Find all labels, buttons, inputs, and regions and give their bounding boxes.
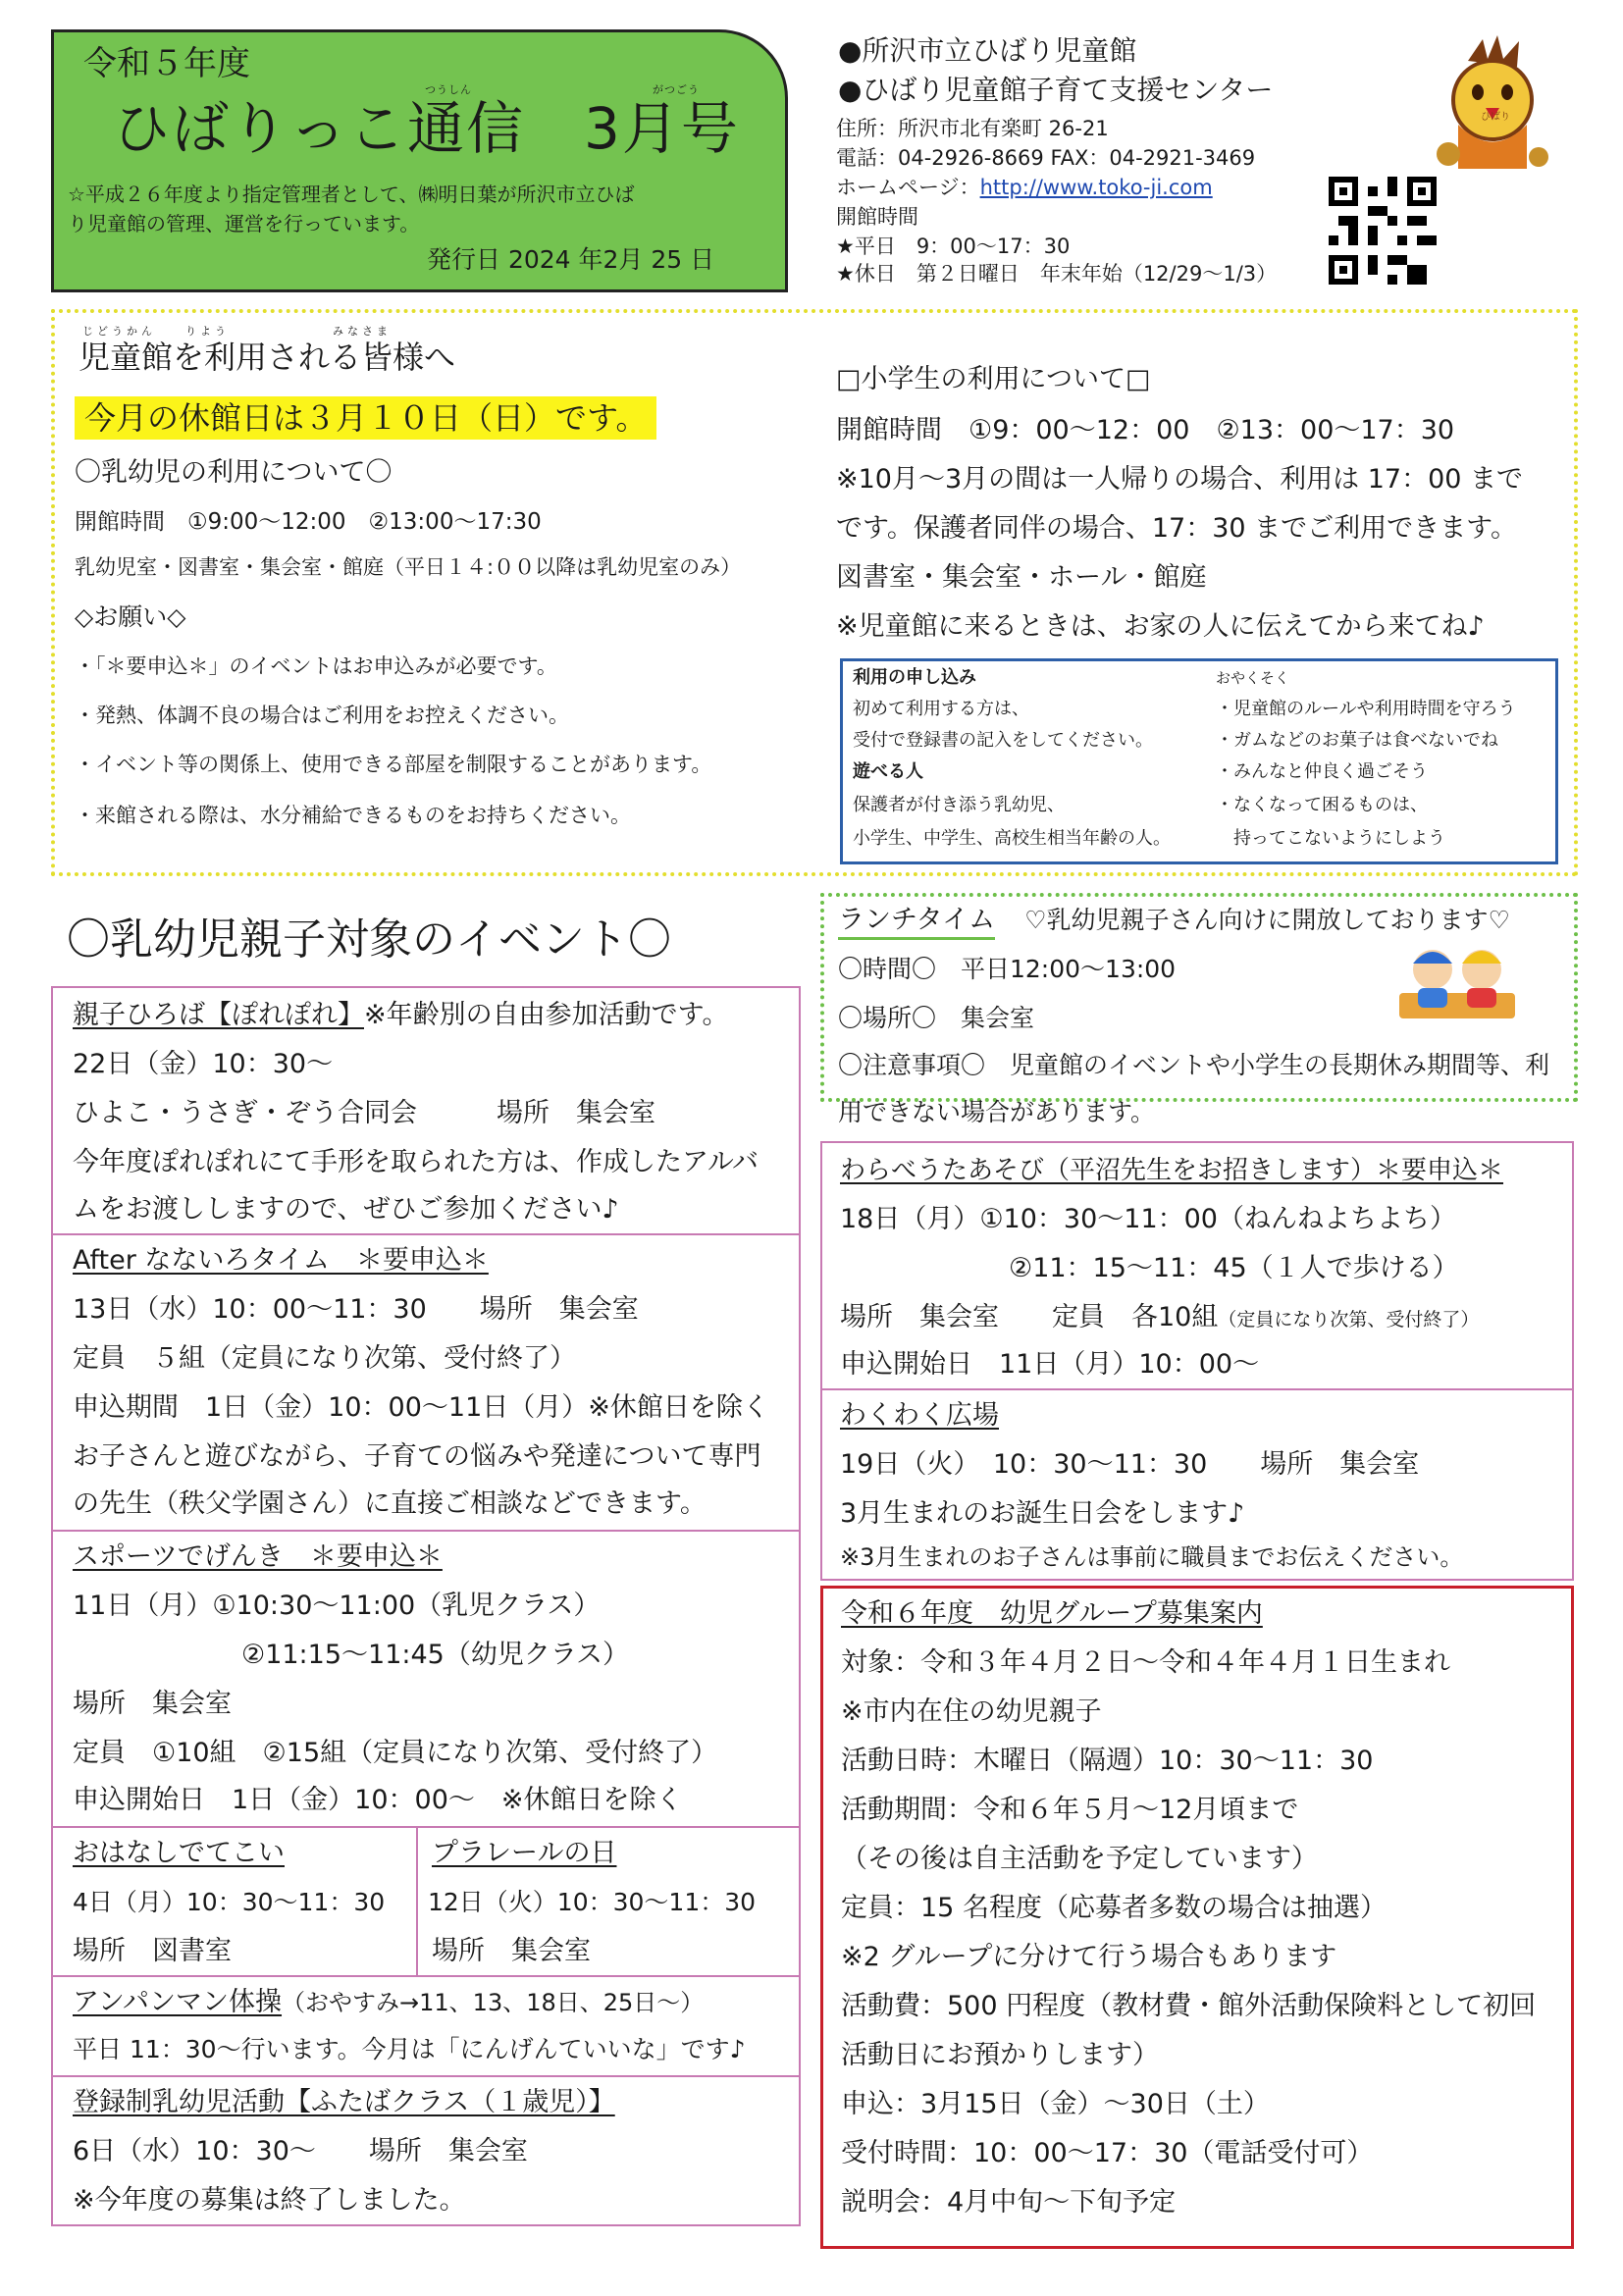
event-wakuwaku-title: わくわく広場 [840, 1400, 999, 1431]
event-futaba [51, 2075, 801, 2226]
event-ohanashi-line: 4日（月）10：30～11：30 [73, 1888, 386, 1916]
infant-rooms: 乳幼児室・図書室・集会室・館庭（平日１４:００以降は乳幼児室のみ） [75, 555, 742, 579]
student-note-1: ※10月～3月の間は一人帰りの場合、利用は 17：00 まで [836, 464, 1524, 495]
event-after-line: 13日（水）10：00～11：30 場所 集会室 [73, 1294, 639, 1325]
student-note-3: ※児童館に来るときは、お家の人に伝えてから来てね♪ [836, 611, 1485, 642]
promise-heading: おやくそく [1216, 669, 1290, 687]
ruby-gatsugo: がつごう [653, 83, 700, 96]
events-heading: 〇乳幼児親子対象のイベント〇 [67, 914, 671, 965]
recruit-line: 活動費：500 円程度（教材費・館外活動保険料として初回 [841, 1991, 1537, 2021]
event-warabe-capacity-note: （定員になり次第、受付終了） [1218, 1309, 1480, 1331]
event-plarail-line: 12日（火）10：30～11：30 [428, 1888, 757, 1916]
recruit-line: 活動日にお預かりします） [841, 2040, 1159, 2070]
notice-section [51, 309, 1578, 876]
event-sports-line: ②11:15～11:45（幼児クラス） [241, 1640, 630, 1670]
request-item: ・「＊要申込＊」のイベントはお申込みが必要です。 [75, 654, 557, 678]
event-futaba-line: 6日（水）10：30～ 場所 集会室 [73, 2136, 528, 2166]
qr-code-icon[interactable] [1329, 177, 1437, 285]
request-heading: ◇お願い◇ [75, 602, 186, 631]
lunch-line: 〇注意事項〇 児童館のイベントや小学生の長期休み期間等、利 [838, 1051, 1550, 1079]
event-after-line: 定員 ５組（定員になり次第、受付終了） [73, 1343, 576, 1374]
kids-eating-icon [1393, 934, 1521, 1022]
recruit-section [820, 1586, 1574, 2249]
promise-item: ・なくなって困るものは、 [1216, 795, 1428, 815]
event-perepere-header [73, 996, 728, 1035]
event-perepere-line: 22日（金）10：30～ [73, 1049, 334, 1079]
event-futaba-title: 登録制乳幼児活動【ふたばクラス（１歳児）】 [73, 2087, 615, 2117]
event-after-line: 申込期間 1日（金）10：00～11日（月）※休館日を除く [73, 1392, 769, 1423]
event-sports-title: スポーツでげんき ＊要申込＊ [73, 1541, 443, 1572]
event-perepere-title-note: ※年齢別の自由参加活動です。 [364, 1000, 729, 1030]
event-warabe [820, 1141, 1574, 1390]
homepage-label: ホームページ： [836, 176, 980, 199]
facility-info [820, 29, 1562, 287]
notice-heading: 児童館を利用される皆様へ [79, 339, 456, 376]
recruit-line: （その後は自主活動を予定しています） [841, 1844, 1318, 1874]
event-plarail-line: 場所 集会室 [432, 1936, 591, 1966]
recruit-line: 申込：3月15日（金）～30日（土） [841, 2089, 1270, 2119]
event-warabe-line: ②11：15～11：45（１人で歩ける） [1009, 1253, 1459, 1283]
promise-item: ・ガムなどのお菓子は食べないでね [1216, 730, 1498, 751]
event-sports-line: 申込開始日 1日（金）10：00～ ※休館日を除く [73, 1785, 683, 1815]
ruby-notice: じどうかん りよう みなさま [82, 325, 392, 338]
event-perepere-line: 今年度ぽれぽれにて手形を取られた方は、作成したアルバ [73, 1147, 759, 1177]
closed-day: 今月の休館日は３月１０日（日）です。 [75, 396, 656, 440]
event-anpanman [51, 1975, 801, 2077]
event-futaba-line: ※今年度の募集は終了しました。 [73, 2185, 466, 2216]
facility-address: 住所：所沢市北有楽町 26-21 [836, 117, 1109, 140]
event-warabe-title: わらべうたあそび（平沼先生をお招きします）＊要申込＊ [840, 1156, 1504, 1185]
event-warabe-capacity: 場所 集会室 定員 各10組 [840, 1302, 1219, 1332]
newsletter-header [51, 29, 788, 292]
recruit-line: ※市内在住の幼児親子 [841, 1696, 1102, 1727]
event-wakuwaku-line: ※3月生まれのお子さんは事前に職員までお伝えください。 [840, 1543, 1464, 1571]
event-anpanman-title: アンパンマン体操 [73, 1987, 283, 2017]
issue-date: 発行日 2024 年2月 25 日 [427, 245, 715, 274]
event-plarail [416, 1826, 801, 1977]
event-sports-line: 場所 集会室 [73, 1689, 232, 1719]
mascot-bird-icon [1429, 31, 1556, 179]
lunch-line: 用できない場合があります。 [838, 1098, 1156, 1126]
event-perepere-line: ムをお渡ししますので、ぜひご参加ください♪ [73, 1194, 619, 1225]
student-hours: 開館時間 ①9：00～12：00 ②13：00～17：30 [836, 415, 1455, 445]
event-anpanman-line: 平日 11：30～行います。今月は「にんげんていいな」です♪ [73, 2035, 746, 2063]
homepage-link[interactable]: http://www.toko-ji.com [979, 176, 1213, 199]
newsletter-title: ひばりっこ通信 3月号 [113, 95, 740, 162]
homepage [836, 173, 1213, 202]
lunch-line: 〇時間〇 平日12:00～13:00 [838, 955, 1177, 983]
student-heading: □小学生の利用について□ [836, 364, 1151, 394]
rules-apply-line: 受付で登録書の記入をしてください。 [853, 730, 1153, 751]
student-rooms: 図書室・集会室・ホール・館庭 [836, 562, 1207, 593]
mascot-label: ひばり [1481, 112, 1510, 123]
operator-note-2: り児童館の管理、運営を行っています。 [68, 212, 420, 235]
promise-item: ・みんなと仲良く過ごそう [1216, 761, 1428, 782]
lunch-title: ランチタイム [838, 905, 995, 940]
rules-apply-heading: 利用の申し込み [853, 667, 976, 688]
holiday-info: ★休日 第２日曜日 年末年始（12/29～1/3） [836, 262, 1278, 286]
rules-who-heading: 遊べる人 [853, 761, 923, 782]
rules-apply-line: 初めて利用する方は、 [853, 699, 1029, 719]
weekday-hours: ★平日 9：00～17：30 [836, 235, 1071, 258]
event-perepere-line: ひよこ・うさぎ・ぞう合同会 場所 集会室 [73, 1098, 655, 1128]
lunch-line: 〇場所〇 集会室 [838, 1004, 1035, 1032]
request-item: ・来館される際は、水分補給できるものをお持ちください。 [75, 804, 631, 827]
event-perepere-title: 親子ひろば【ぽれぽれ】 [73, 1000, 364, 1030]
event-ohanashi-line: 場所 図書室 [73, 1936, 232, 1966]
operator-note-1: ☆平成２６年度より指定管理者として、㈱明日葉が所沢市立ひば [68, 183, 635, 206]
request-item: ・発熱、体調不良の場合はご利用をお控えください。 [75, 704, 569, 727]
event-wakuwaku [820, 1388, 1574, 1581]
facility-name-1: ●所沢市立ひばり児童館 [838, 34, 1137, 67]
recruit-line: 対象：令和３年４月２日～令和４年４月１日生まれ [841, 1647, 1450, 1678]
rules-who-line: 小学生、中学生、高校生相当年齢の人。 [853, 828, 1171, 849]
lunch-subtitle: ♡乳幼児親子さん向けに開放しております♡ [1024, 906, 1510, 934]
promise-item: ・児童館のルールや利用時間を守ろう [1216, 699, 1516, 719]
event-after-title: After なないろタイム ＊要申込＊ [73, 1245, 489, 1276]
event-sports-line: 定員 ①10組 ②15組（定員になり次第、受付終了） [73, 1738, 718, 1768]
hours-label: 開館時間 [836, 205, 918, 229]
lunch-section [820, 893, 1578, 1126]
event-wakuwaku-line: 3月生まれのお誕生日会をします♪ [840, 1498, 1245, 1529]
recruit-line: ※2 グループに分けて行う場合もあります [841, 1942, 1337, 1972]
recruit-line: 定員：15 名程度（応募者多数の場合は抽選） [841, 1893, 1387, 1923]
recruit-title: 令和６年度 幼児グループ募集案内 [841, 1598, 1263, 1629]
rules-box [840, 658, 1558, 864]
event-sports-line: 11日（月）①10:30～11:00（乳児クラス） [73, 1591, 601, 1621]
recruit-line: 受付時間：10：00～17：30（電話受付可） [841, 2138, 1374, 2168]
rules-who-line: 保護者が付き添う乳幼児、 [853, 795, 1065, 815]
recruit-line: 活動日時：木曜日（隔週）10：30～11：30 [841, 1746, 1374, 1776]
event-ohanashi-title: おはなしでてこい [73, 1838, 285, 1868]
event-wakuwaku-line: 19日（火） 10：30～11：30 場所 集会室 [840, 1449, 1420, 1480]
event-plarail-title: プラレールの日 [432, 1838, 617, 1868]
event-anpanman-title-note: （おやすみ→11、13、18日、25日～） [282, 1989, 705, 2016]
event-sports [51, 1530, 801, 1828]
event-warabe-line: 18日（月）①10：30～11：00（ねんねよちよち） [840, 1204, 1456, 1234]
fiscal-year: 令和５年度 [83, 44, 250, 83]
infant-heading: 〇乳幼児の利用について〇 [75, 457, 393, 488]
student-note-2: です。保護者同伴の場合、17：30 までご利用できます。 [836, 513, 1517, 544]
ruby-tsushin: つうしん [425, 83, 472, 96]
recruit-line: 活動期間：令和６年５月～12月頃まで [841, 1795, 1299, 1825]
request-item: ・イベント等の関係上、使用できる部屋を制限することがあります。 [75, 753, 712, 776]
promise-item: 持ってこないようにしよう [1216, 828, 1445, 849]
event-after-line: の先生（秩父学園さん）に直接ご相談などできます。 [73, 1488, 707, 1519]
event-warabe-line-3 [840, 1298, 1479, 1339]
facility-name-2: ●ひばり児童館子育て支援センター [838, 74, 1274, 106]
event-after-line: お子さんと遊びながら、子育ての悩みや発達について専門 [73, 1441, 761, 1472]
facility-phone: 電話：04-2926-8669 FAX：04-2921-3469 [836, 146, 1256, 170]
event-warabe-line: 申込開始日 11日（月）10：00～ [840, 1349, 1260, 1380]
event-perepere [51, 986, 801, 1235]
event-ohanashi [51, 1826, 418, 1977]
recruit-line: 説明会：4月中旬～下旬予定 [841, 2187, 1177, 2218]
infant-hours: 開館時間 ①9:00～12:00 ②13:00～17:30 [75, 509, 542, 535]
event-anpanman-header [73, 1983, 704, 2022]
event-after [51, 1233, 801, 1532]
